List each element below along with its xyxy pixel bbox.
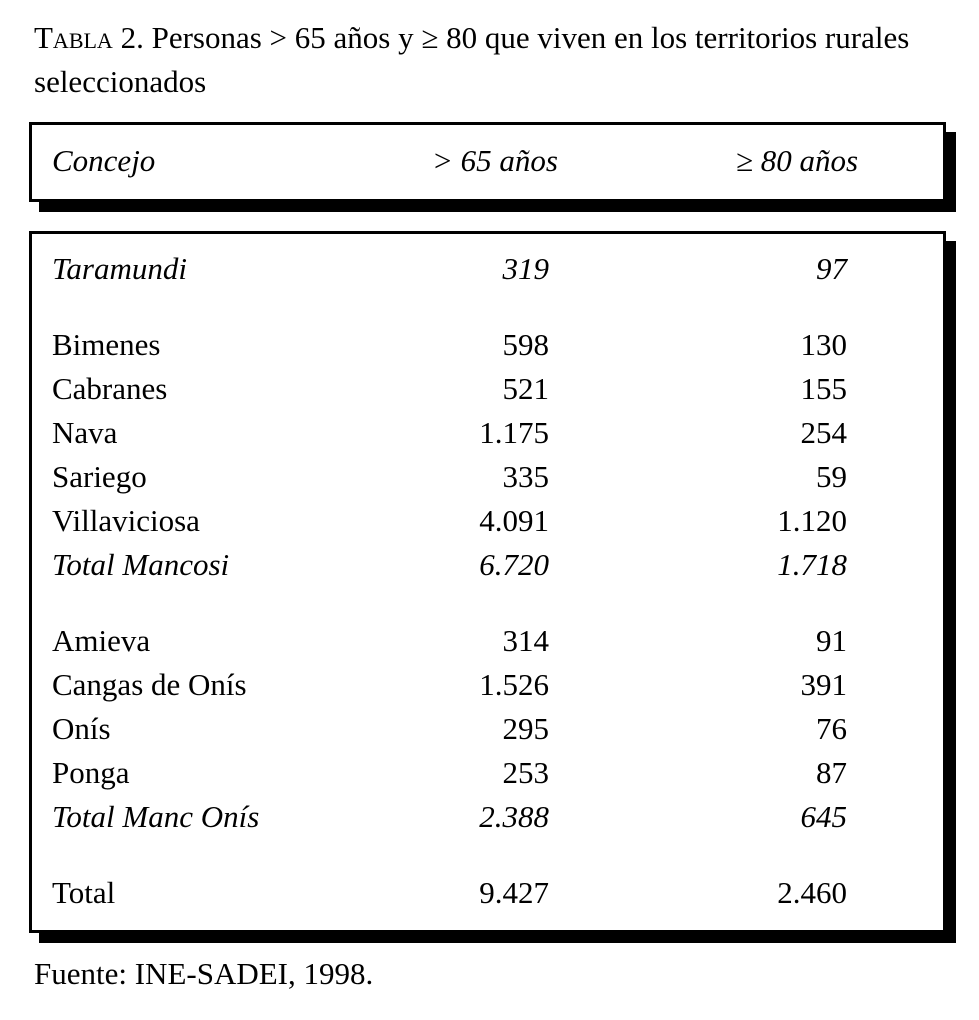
table-header bbox=[29, 122, 946, 202]
table-row bbox=[32, 367, 943, 411]
concejo-name: Cangas de Onís bbox=[52, 667, 247, 702]
over65-value: 295 bbox=[502, 711, 549, 746]
concejo-name: Nava bbox=[52, 415, 118, 450]
concejo-name: Sariego bbox=[52, 459, 147, 494]
over65-value: 598 bbox=[502, 327, 549, 362]
table-row bbox=[32, 247, 943, 291]
concejo-name: Total Mancosi bbox=[52, 547, 230, 582]
table-row bbox=[32, 619, 943, 663]
source-note: Fuente: INE-SADEI, 1998. bbox=[34, 956, 374, 991]
over65-value: 2.388 bbox=[479, 799, 549, 834]
concejo-name: Cabranes bbox=[52, 371, 168, 406]
over80-value: 87 bbox=[816, 755, 847, 790]
over65-value: 521 bbox=[502, 371, 549, 406]
header-over65: > 65 años bbox=[432, 143, 558, 178]
over65-value: 1.526 bbox=[479, 667, 549, 702]
over65-value: 335 bbox=[502, 459, 549, 494]
concejo-name: Ponga bbox=[52, 755, 130, 790]
table-row bbox=[32, 455, 943, 499]
header-over80: ≥ 80 años bbox=[736, 143, 859, 178]
header-row bbox=[32, 139, 943, 183]
table-row bbox=[32, 323, 943, 367]
table-row bbox=[32, 411, 943, 455]
concejo-name: Villaviciosa bbox=[52, 503, 200, 538]
over80-value: 254 bbox=[800, 415, 847, 450]
concejo-name: Amieva bbox=[52, 623, 151, 658]
table-row bbox=[32, 795, 943, 839]
concejo-name: Bimenes bbox=[52, 327, 161, 362]
table-row bbox=[32, 499, 943, 543]
over65-value: 9.427 bbox=[479, 875, 549, 910]
over80-value: 1.120 bbox=[777, 503, 847, 538]
over80-value: 59 bbox=[816, 459, 847, 494]
header-concejo: Concejo bbox=[52, 143, 156, 178]
table-row bbox=[32, 871, 943, 915]
concejo-name: Total bbox=[52, 875, 116, 910]
over65-value: 253 bbox=[502, 755, 549, 790]
over80-value: 645 bbox=[800, 799, 847, 834]
table-row bbox=[32, 663, 943, 707]
over65-value: 6.720 bbox=[479, 547, 549, 582]
table-body bbox=[29, 231, 946, 933]
over80-value: 130 bbox=[800, 327, 847, 362]
over80-value: 91 bbox=[816, 623, 847, 658]
concejo-name: Total Manc Onís bbox=[52, 799, 260, 834]
over65-value: 1.175 bbox=[479, 415, 549, 450]
over80-value: 391 bbox=[800, 667, 847, 702]
over80-value: 97 bbox=[816, 251, 847, 286]
concejo-name: Taramundi bbox=[52, 251, 187, 286]
over80-value: 76 bbox=[816, 711, 847, 746]
over65-value: 314 bbox=[502, 623, 549, 658]
concejo-name: Onís bbox=[52, 711, 111, 746]
caption-text: Personas > 65 años y ≥ 80 que viven en los territorios rurales seleccionados bbox=[34, 20, 910, 99]
over80-value: 2.460 bbox=[777, 875, 847, 910]
table-caption bbox=[34, 16, 969, 104]
table-row bbox=[32, 707, 943, 751]
table-row bbox=[32, 543, 943, 587]
caption-label: Tabla 2. bbox=[34, 20, 144, 55]
over80-value: 1.718 bbox=[777, 547, 847, 582]
over65-value: 4.091 bbox=[479, 503, 549, 538]
over65-value: 319 bbox=[502, 251, 549, 286]
table-row bbox=[32, 751, 943, 795]
over80-value: 155 bbox=[800, 371, 847, 406]
